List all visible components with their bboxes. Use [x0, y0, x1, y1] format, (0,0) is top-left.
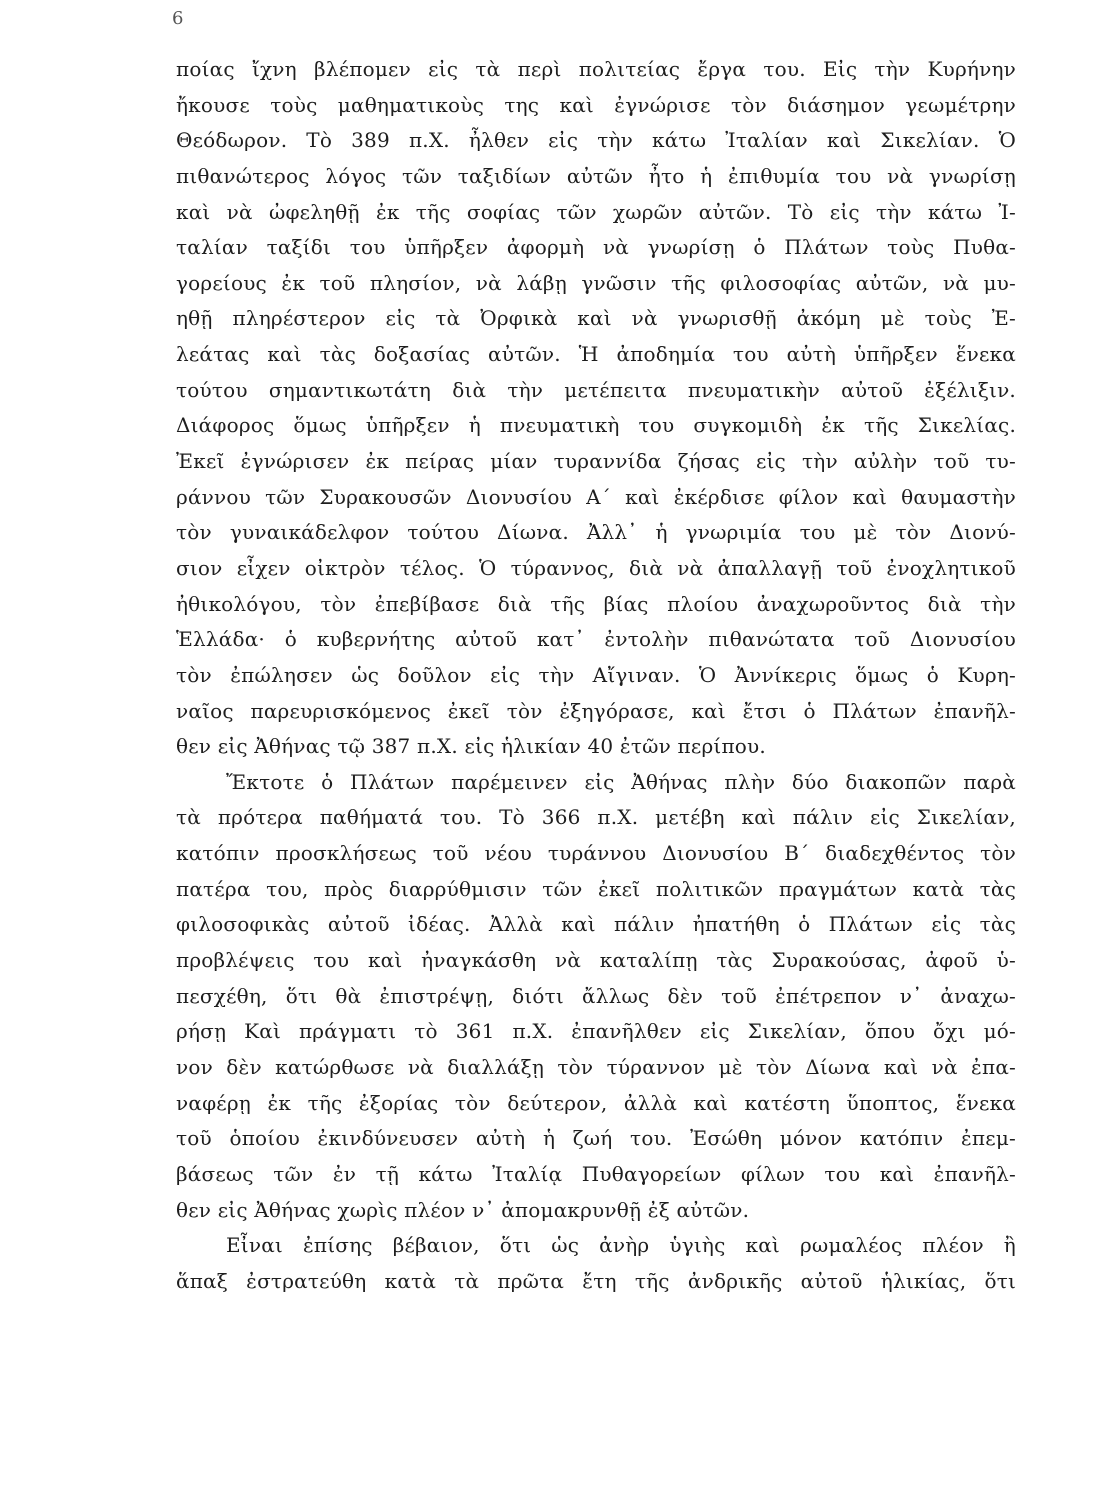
text-line: θεν εἰς Ἀθήνας τῷ 387 π.Χ. εἰς ἡλικίαν 40 ἐτῶν περίπου. — [176, 734, 766, 759]
text-line: κατόπιν προσκλήσεως τοῦ νέου τυράννου Διονυσίου Β΄ διαδεχθέντος τὸν — [176, 841, 1016, 866]
text-line: Θεόδωρον. Τὸ 389 π.Χ. ἦλθεν εἰς τὴν κάτω Ἰταλίαν καὶ Σικελίαν. Ὁ — [176, 128, 1016, 153]
text-line: Διάφορος ὅμως ὑπῆρξεν ἡ πνευματικὴ του συγκομιδὴ ἐκ τῆς Σικελίας. — [176, 413, 1016, 438]
text-line: Ἔκτοτε ὁ Πλάτων παρέμεινεν εἰς Ἀθήνας πλὴν δύο διακοπῶν παρὰ — [226, 769, 1016, 794]
text-line: Ἑλλάδα· ὁ κυβερνήτης αὐτοῦ κατ᾽ ἐντολὴν πιθανώτατα τοῦ Διονυσίου — [176, 627, 1016, 652]
text-line: ἤκουσε τοὺς μαθηματικοὺς της καὶ ἐγνώρισε τὸν διάσημον γεωμέτρην — [176, 92, 1016, 117]
text-line: Ἐκεῖ ἐγνώρισεν ἐκ πείρας μίαν τυραννίδα ζήσας εἰς τὴν αὐλὴν τοῦ τυ- — [176, 449, 1016, 474]
text-line: πατέρα του, πρὸς διαρρύθμισιν τῶν ἐκεῖ πολιτικῶν πραγμάτων κατὰ τὰς — [176, 876, 1016, 901]
text-line: θεν εἰς Ἀθήνας χωρὶς πλέον ν᾽ ἀπομακρυνθῇ ἐξ αὐτῶν. — [176, 1197, 750, 1222]
text-line: ράννου τῶν Συρακουσῶν Διονυσίου Α΄ καὶ ἐκέρδισε φίλον καὶ θαυμαστὴν — [176, 484, 1016, 509]
text-line: ναῖος παρευρισκόμενος ἐκεῖ τὸν ἐξηγόρασε, καὶ ἔτσι ὁ Πλάτων ἐπανῆλ- — [176, 698, 1016, 723]
text-line: βάσεως τῶν ἐν τῇ κάτω Ἰταλίᾳ Πυθαγορείων φίλων του καὶ ἐπανῆλ- — [176, 1161, 1016, 1186]
text-line: τὰ πρότερα παθήματά του. Τὸ 366 π.Χ. μετέβη καὶ πάλιν εἰς Σικελίαν, — [176, 805, 1016, 830]
text-line: πιθανώτερος λόγος τῶν ταξιδίων αὐτῶν ἦτο ἡ ἐπιθυμία του νὰ γνωρίσῃ — [176, 163, 1016, 188]
text-line: γορείους ἐκ τοῦ πλησίον, νὰ λάβῃ γνῶσιν τῆς φιλοσοφίας αὐτῶν, νὰ μυ- — [176, 270, 1016, 295]
page-number: 6 — [172, 8, 184, 29]
text-line: καὶ νὰ ὠφεληθῇ ἐκ τῆς σοφίας τῶν χωρῶν αὐτῶν. Τὸ εἰς τὴν κάτω Ἰ- — [176, 199, 1016, 224]
text-line: προβλέψεις του καὶ ἠναγκάσθη νὰ καταλίπῃ τὰς Συρακούσας, ἀφοῦ ὑ- — [176, 948, 1016, 973]
text-line: τούτου σημαντικωτάτη διὰ τὴν μετέπειτα πνευματικὴν αὐτοῦ ἐξέλιξιν. — [176, 377, 1016, 402]
text-line: Εἶναι ἐπίσης βέβαιον, ὅτι ὡς ἀνὴρ ὑγιὴς καὶ ρωμαλέος πλέον ἢ — [226, 1233, 1016, 1258]
text-line: ἅπαξ ἐστρατεύθη κατὰ τὰ πρῶτα ἔτη τῆς ἀνδρικῆς αὐτοῦ ἡλικίας, ὅτι — [176, 1268, 1016, 1293]
text-line: λεάτας καὶ τὰς δοξασίας αὐτῶν. Ἡ ἀποδημία του αὐτὴ ὑπῆρξεν ἕνεκα — [176, 342, 1016, 367]
text-line: ηθῇ πληρέστερον εἰς τὰ Ὀρφικὰ καὶ νὰ γνωρισθῇ ἀκόμη μὲ τοὺς Ἐ- — [176, 306, 1016, 331]
text-line: ναφέρῃ ἐκ τῆς ἐξορίας τὸν δεύτερον, ἀλλὰ καὶ κατέστη ὕποπτος, ἕνεκα — [176, 1090, 1016, 1115]
text-line: τὸν γυναικάδελφον τούτου Δίωνα. Ἀλλ᾽ ἡ γνωριμία του μὲ τὸν Διονύ- — [176, 520, 1016, 545]
text-line: τὸν ἐπώλησεν ὡς δοῦλον εἰς τὴν Αἴγιναν. Ὁ Ἀννίκερις ὅμως ὁ Κυρη- — [176, 662, 1016, 687]
body-text — [176, 52, 1016, 1299]
text-line: ταλίαν ταξίδι του ὑπῆρξεν ἀφορμὴ νὰ γνωρίσῃ ὁ Πλάτων τοὺς Πυθα- — [176, 235, 1016, 260]
text-line: ἠθικολόγου, τὸν ἐπεβίβασε διὰ τῆς βίας πλοίου ἀναχωροῦντος διὰ τὴν — [176, 591, 1016, 616]
text-line: νον δὲν κατώρθωσε νὰ διαλλάξῃ τὸν τύραννον μὲ τὸν Δίωνα καὶ νὰ ἐπα- — [176, 1054, 1016, 1079]
text-line: πεσχέθη, ὅτι θὰ ἐπιστρέψῃ, διότι ἄλλως δὲν τοῦ ἐπέτρεπον ν᾽ ἀναχω- — [176, 983, 1016, 1008]
text-line: σιον εἶχεν οἰκτρὸν τέλος. Ὁ τύραννος, διὰ νὰ ἀπαλλαγῇ τοῦ ἐνοχλητικοῦ — [176, 555, 1016, 580]
text-line: ποίας ἴχνη βλέπομεν εἰς τὰ περὶ πολιτείας ἔργα του. Εἰς τὴν Κυρήνην — [176, 57, 1016, 81]
text-line: ρήσῃ Καὶ πράγματι τὸ 361 π.Χ. ἐπανῆλθεν εἰς Σικελίαν, ὅπου ὄχι μό- — [176, 1019, 1016, 1044]
text-line: φιλοσοφικὰς αὐτοῦ ἰδέας. Ἀλλὰ καὶ πάλιν ἠπατήθη ὁ Πλάτων εἰς τὰς — [176, 912, 1016, 937]
text-line: τοῦ ὁποίου ἐκινδύνευσεν αὐτὴ ἡ ζωή του. Ἐσώθη μόνον κατόπιν ἐπεμ- — [176, 1126, 1016, 1151]
